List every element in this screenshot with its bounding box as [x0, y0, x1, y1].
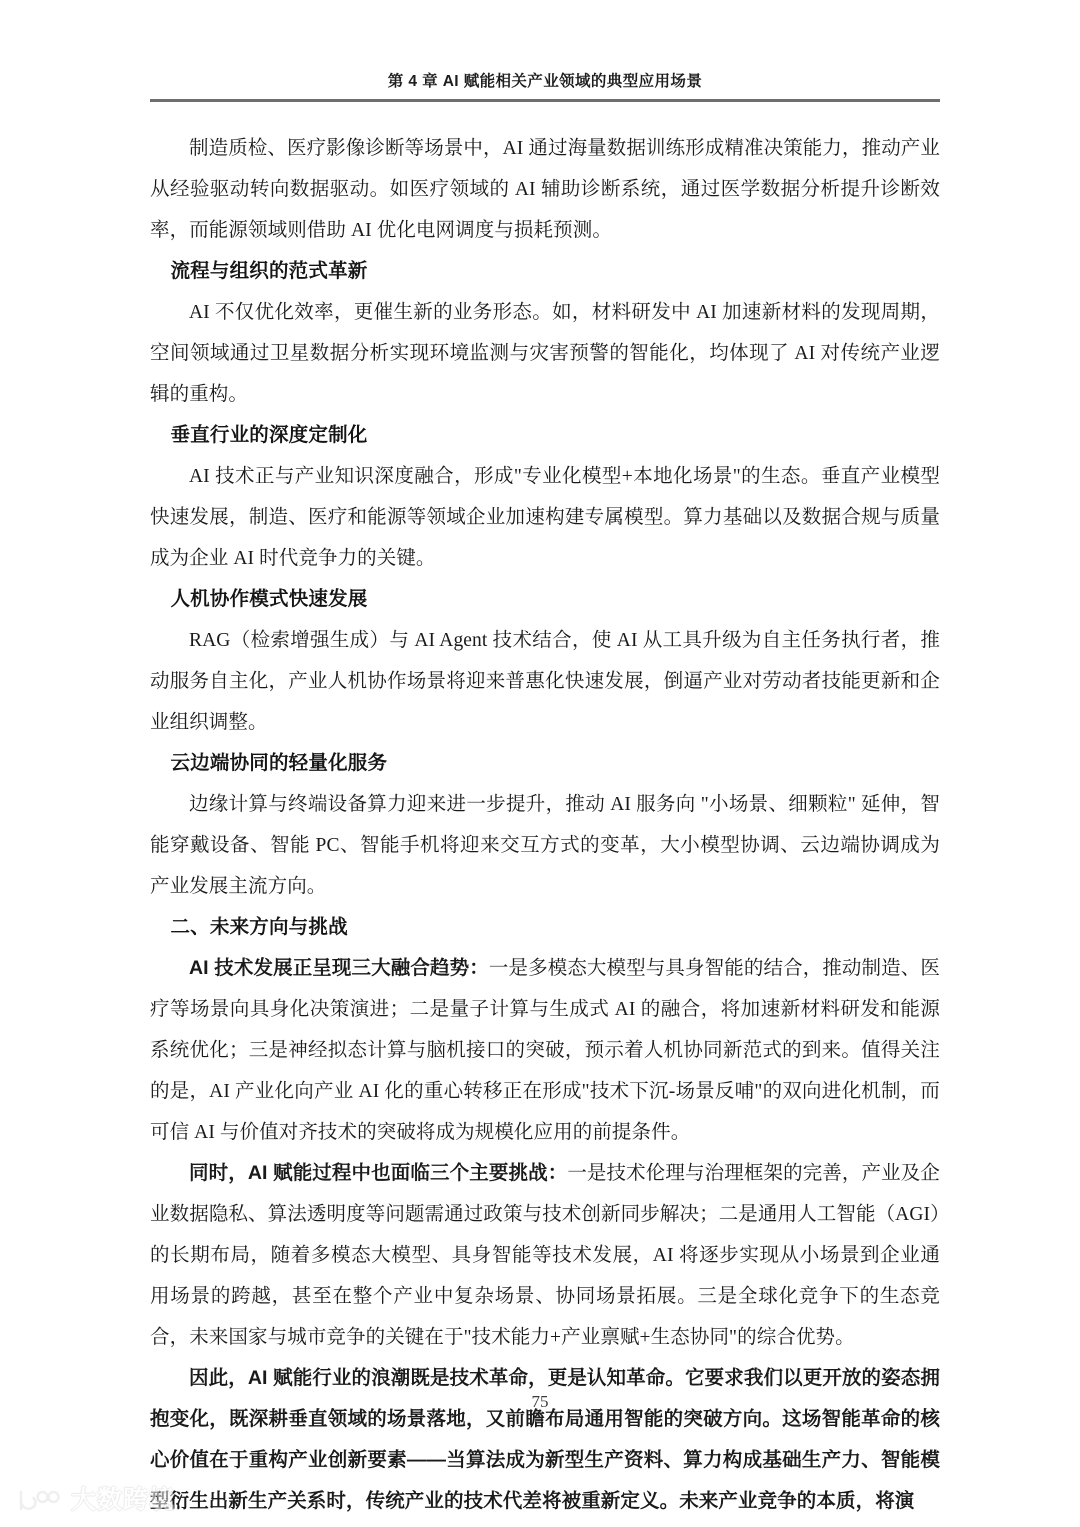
paragraph-process-organization: AI 不仅优化效率，更催生新的业务形态。如，材料研发中 AI 加速新材料的发现周期，空间领域通过卫星数据分析实现环境监测与灾害预警的智能化，均体现了 AI 对传统产业逻辑的重构。 [150, 302, 940, 405]
subheading-human-machine-collaboration: 人机协作模式快速发展 [170, 588, 368, 610]
main-text-column [150, 128, 940, 1522]
subheading-cloud-edge-device: 云边端协同的轻量化服务 [170, 752, 388, 774]
paragraph-intro: 制造质检、医疗影像诊断等场景中，AI 通过海量数据训练形成精准决策能力，推动产业从经验驱动转向数据驱动。如医疗领域的 AI 辅助诊断系统，通过医学数据分析提升诊断效率，而能源领域则借助 AI 优化电网调度与损耗预测。 [150, 138, 940, 241]
paragraph-human-machine-collaboration: RAG（检索增强生成）与 AI Agent 技术结合，使 AI 从工具升级为自主任务执行者，推动服务自主化，产业人机协作场景将迎来普惠化快速发展，倒逼产业对劳动者技能更新和企业组织调整。 [150, 630, 940, 733]
paragraph-three-convergence-trends [150, 948, 940, 1153]
page-header [150, 72, 940, 102]
page-number: 75 [531, 1392, 549, 1411]
header-rule [150, 99, 940, 102]
lead-in-convergence-trends: AI 技术发展正呈现三大融合趋势： [189, 957, 489, 979]
body-convergence-trends: 一是多模态大模型与具身智能的结合，推动制造、医疗等场景向具身化决策演进；二是量子计算与生成式 AI 的融合，将加速新材料研发和能源系统优化；三是神经拟态计算与脑机接口的突破，预示着人机协同新范式的到来。值得关注的是，AI 产业化向产业 AI 化的重心转移正在形成"技术下沉-场景反哺"的双向进化机制，而可信 AI 与价值对齐技术的突破将成为规模化应用的前提条件。 [150, 958, 940, 1143]
watermark [14, 1487, 175, 1513]
subheading-vertical-customization: 垂直行业的深度定制化 [170, 424, 368, 446]
paragraph-cloud-edge-device: 边缘计算与终端设备算力迎来进一步提升，推动 AI 服务向 "小场景、细颗粒" 延伸，智能穿戴设备、智能 PC、智能手机将迎来交互方式的变革，大小模型协调、云边端协调成为产业发展主流方向。 [150, 794, 940, 897]
subheading-process-organization: 流程与组织的范式革新 [170, 260, 368, 282]
paragraph-vertical-customization: AI 技术正与产业知识深度融合，形成"专业化模型+本地化场景"的生态。垂直产业模型快速发展，制造、医疗和能源等领域企业加速构建专属模型。算力基础以及数据合规与质量成为企业 AI 时代竞争力的关键。 [150, 466, 940, 569]
paragraph-three-challenges [150, 1153, 940, 1358]
body-challenges: 一是技术伦理与治理框架的完善，产业及企业数据隐私、算法透明度等问题需通过政策与技术创新同步解决；二是通用人工智能（AGI）的长期布局，随着多模态大模型、具身智能等技术发展，AI 将逐步实现从小场景到企业通用场景的跨越，甚至在整个产业中复杂场景、协同场景拓展。三是全球化竞争下的生态竞合，未来国家与城市竞争的关键在于"技术能力+产业禀赋+生态协同"的综合优势。 [150, 1163, 940, 1348]
100-logo-icon [14, 1487, 60, 1513]
lead-in-challenges: 同时，AI 赋能过程中也面临三个主要挑战： [189, 1162, 568, 1184]
section-heading-future-directions: 二、未来方向与挑战 [170, 916, 348, 938]
watermark-brand-text: 大数跨境 [71, 1485, 176, 1514]
running-head-title: 第 4 章 AI 赋能相关产业领域的典型应用场景 [387, 73, 703, 90]
paragraph-conclusion: 因此，AI 赋能行业的浪潮既是技术革命，更是认知革命。它要求我们以更开放的姿态拥抱变化，既深耕垂直领域的场景落地，又前瞻布局通用智能的突破方向。这场智能革命的核心价值在于重构产业创新要素——当算法成为新型生产资料、算力构成基础生产力、智能模型衍生出新生产关系时，传统产业的技术代差将被重新定义。未来产业竞争的本质，将演 [150, 1367, 940, 1512]
